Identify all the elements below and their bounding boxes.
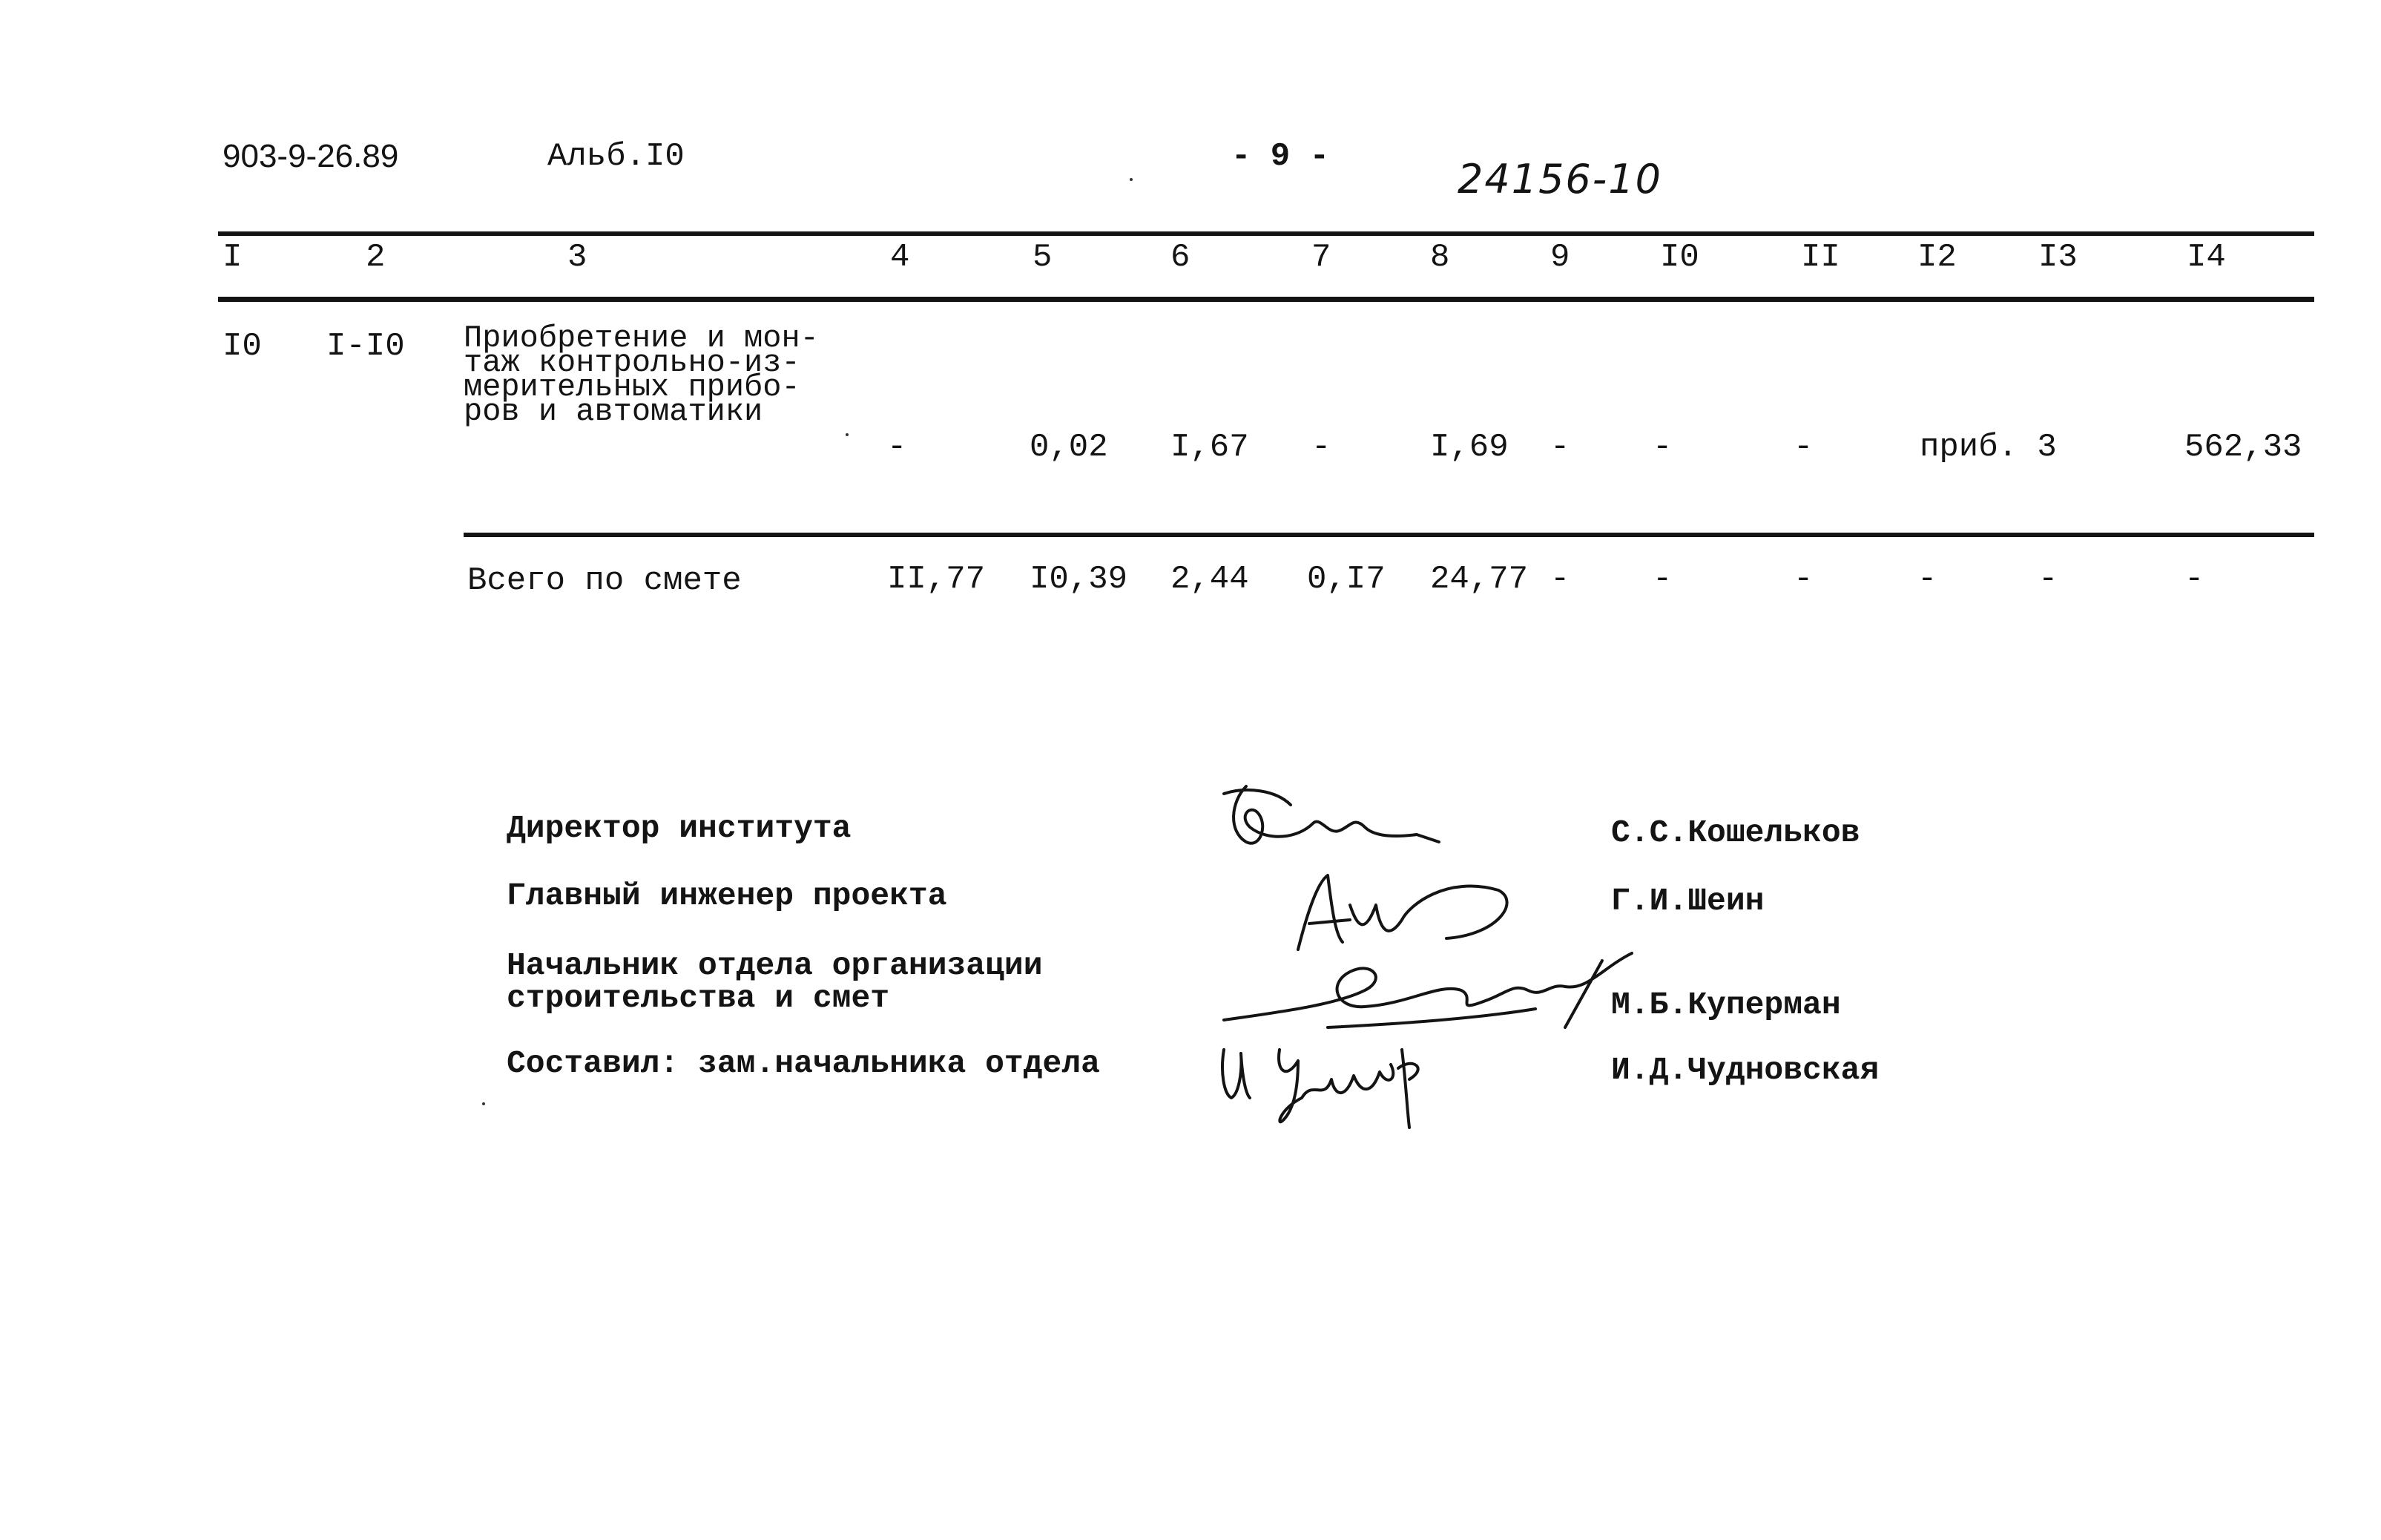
column-header: 9 xyxy=(1550,239,1570,276)
total-col14: - xyxy=(2184,561,2204,598)
row-description: Приобретение и мон- таж контрольно-из- мерительных прибо- ров и автоматики xyxy=(464,320,819,430)
page-number: - 9 - xyxy=(1231,138,1330,175)
signatory-role: Начальник отдела организации строительства и смет xyxy=(507,947,1043,1016)
column-header: 7 xyxy=(1311,239,1331,276)
row-col8: I,69 xyxy=(1430,429,1509,466)
signatory-name: Г.И.Шеин xyxy=(1611,883,1765,919)
table-header-rule xyxy=(218,297,2314,302)
signature-compiler xyxy=(1213,1035,1480,1139)
total-col7: 0,I7 xyxy=(1307,561,1386,598)
signature-department-head xyxy=(1216,938,1662,1050)
signatory-name: С.С.Кошельков xyxy=(1611,815,1860,851)
document-code: 903-9-26.89 xyxy=(223,138,399,174)
row-col11: - xyxy=(1794,429,1814,466)
total-col12: - xyxy=(1917,561,1937,598)
row-col9: - xyxy=(1550,429,1570,466)
table-top-rule xyxy=(218,231,2314,236)
handwritten-number: 24156-10 xyxy=(1458,156,1662,203)
column-header: 6 xyxy=(1170,239,1190,276)
column-header: 3 xyxy=(567,239,587,276)
row-col7: - xyxy=(1311,429,1331,466)
total-rule xyxy=(464,533,2314,537)
signatory-role: Директор института xyxy=(507,810,852,846)
total-col13: - xyxy=(2038,561,2058,598)
signatory-role: Составил: зам.начальника отдела xyxy=(507,1045,1100,1082)
column-header: 5 xyxy=(1033,239,1053,276)
row-number: I0 xyxy=(223,328,262,365)
row-col6: I,67 xyxy=(1170,429,1249,466)
signature-director xyxy=(1216,771,1454,868)
total-col4: II,77 xyxy=(887,561,986,598)
column-header: I xyxy=(223,239,243,276)
column-header: I4 xyxy=(2187,239,2226,276)
total-label: Всего по смете xyxy=(467,562,742,599)
scan-speck xyxy=(1130,178,1133,181)
column-header: I2 xyxy=(1917,239,1957,276)
album-number: Альб.I0 xyxy=(547,138,685,175)
total-col10: - xyxy=(1653,561,1673,598)
total-col11: - xyxy=(1794,561,1814,598)
column-header: I0 xyxy=(1660,239,1699,276)
row-reference: I-I0 xyxy=(326,328,405,365)
column-header: 2 xyxy=(366,239,386,276)
total-col9: - xyxy=(1550,561,1570,598)
row-col12: приб. 3 xyxy=(1920,429,2057,466)
total-col8: 24,77 xyxy=(1430,561,1529,598)
total-col5: I0,39 xyxy=(1030,561,1128,598)
row-col5: 0,02 xyxy=(1030,429,1108,466)
total-col6: 2,44 xyxy=(1170,561,1249,598)
signatory-name: И.Д.Чудновская xyxy=(1611,1052,1880,1088)
signatory-name: М.Б.Куперман xyxy=(1611,987,1841,1023)
column-header: 4 xyxy=(890,239,910,276)
scan-speck xyxy=(846,433,849,436)
row-col10: - xyxy=(1653,429,1673,466)
column-header: I3 xyxy=(2038,239,2078,276)
row-col4: - xyxy=(887,429,907,466)
row-col14: 562,33 xyxy=(2184,429,2302,466)
scan-speck xyxy=(482,1102,485,1105)
column-header: 8 xyxy=(1430,239,1450,276)
column-header: II xyxy=(1801,239,1840,276)
signatory-role: Главный инженер проекта xyxy=(507,878,947,914)
